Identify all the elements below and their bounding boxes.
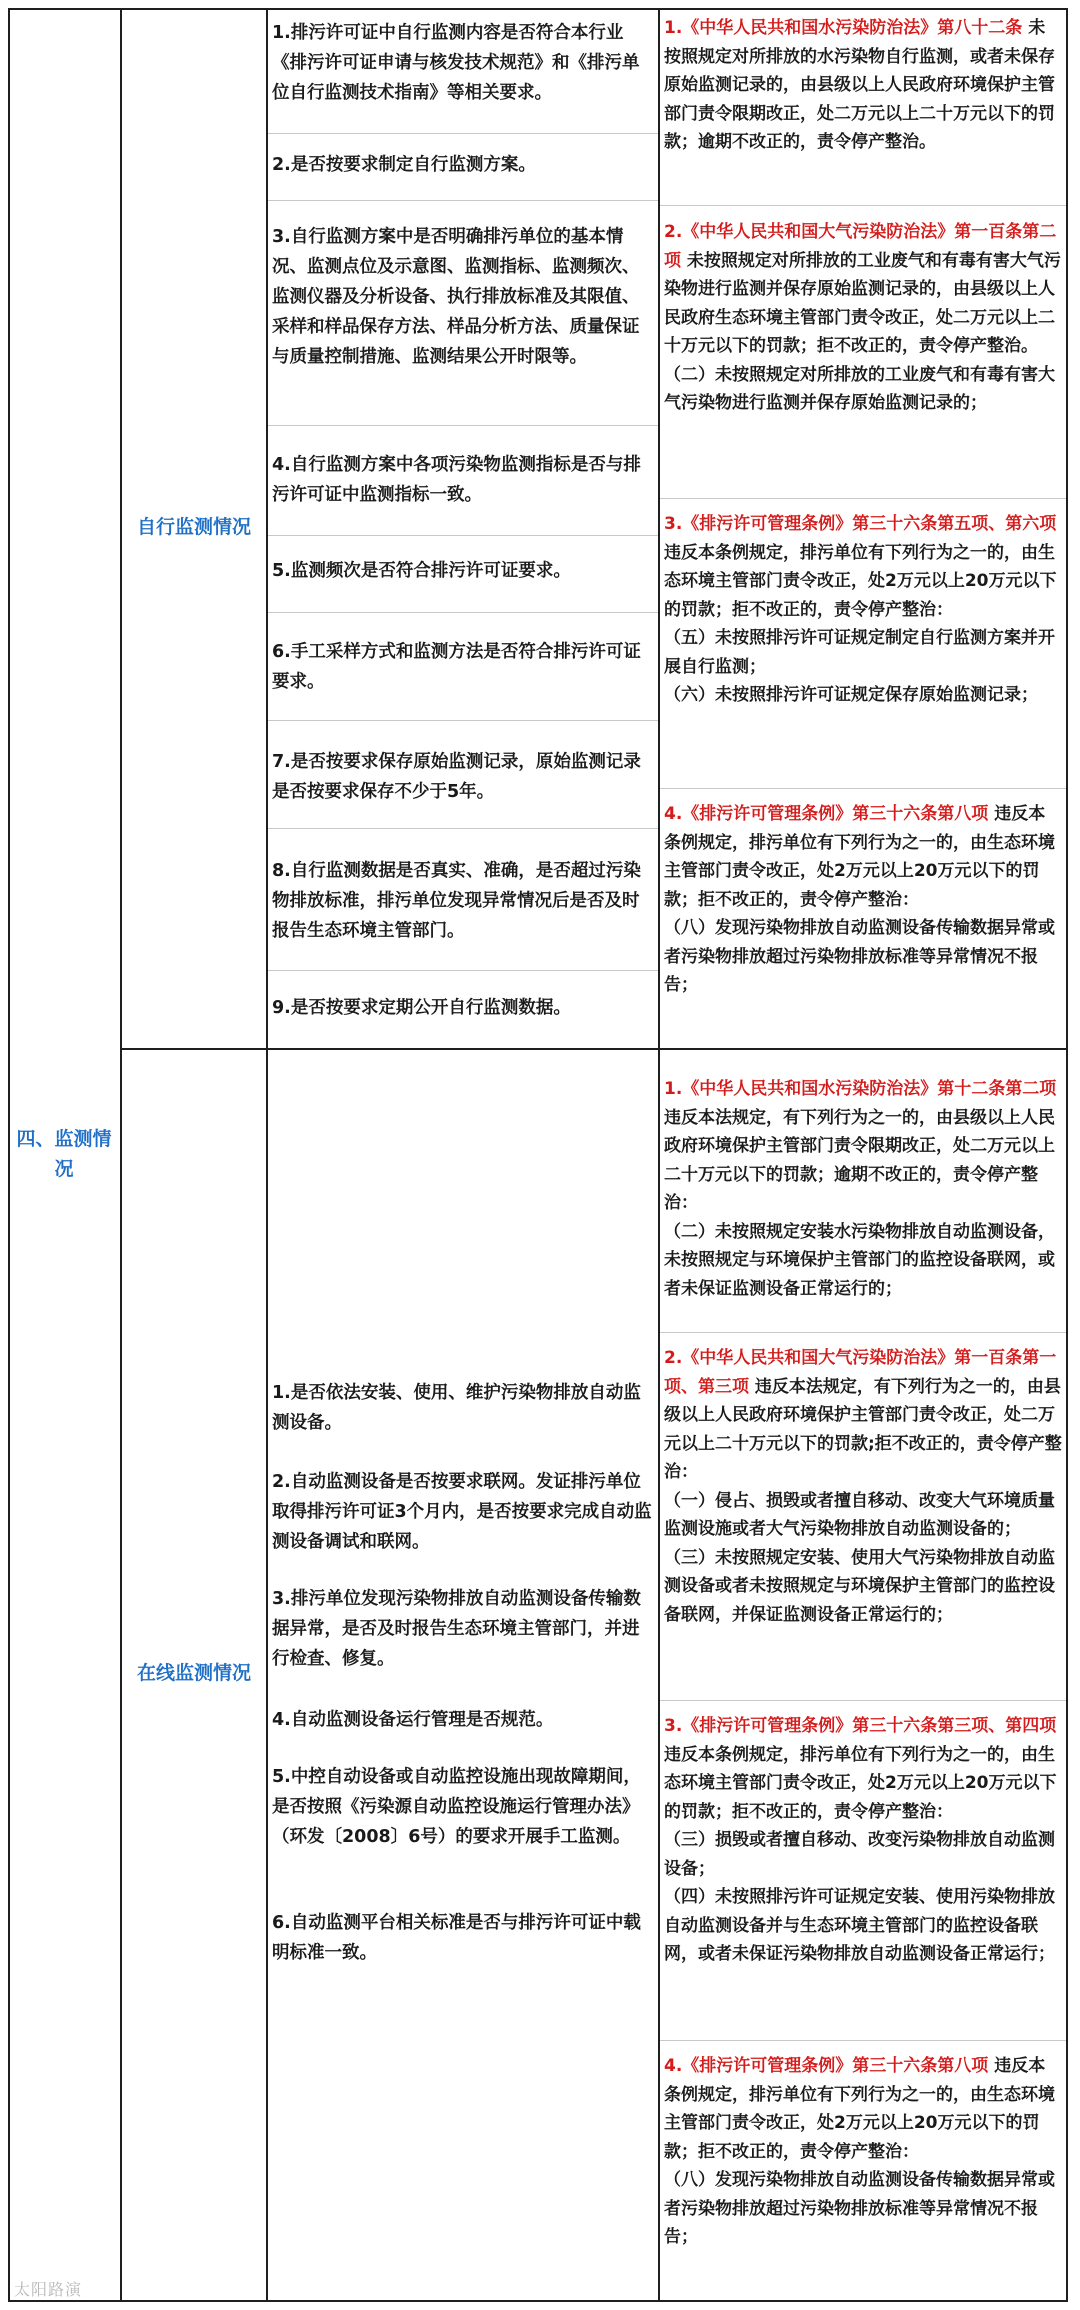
- law-clause: （三）损毁或者擅自移动、改变污染物排放自动监测设备；: [664, 1830, 1055, 1879]
- group-divider: [120, 1048, 1068, 1050]
- law-body: 未按照规定对所排放的水污染物自行监测，或者未保存原始监测记录的，由县级以上人民政府环境保护主管部门责令限期改正，处二万元以上二十万元以下的罚款；逾期不改正的，责令停产整治。: [664, 18, 1055, 152]
- legal-provision: [664, 2052, 1062, 2252]
- law-body: 违反本法规定，有下列行为之一的，由县级以上人民政府环境保护主管部门责令限期改正，处二万元以上二十万元以下的罚款；逾期不改正的，责令停产整治：: [664, 1107, 1055, 1213]
- law-clause: （五）未按照排污许可证规定制定自行监测方案并开展自行监测；: [664, 628, 1055, 677]
- legal-provision: [664, 218, 1062, 418]
- section-label: 四、监测情况: [16, 1128, 112, 1180]
- check-item: 6.手工采样方式和监测方法是否符合排污许可证要求。: [272, 642, 641, 692]
- check-item: 3.排污单位发现污染物排放自动监测设备传输数据异常，是否及时报告生态环境主管部门，并进行检查、修复。: [272, 1589, 641, 1669]
- law-body: 违反本条例规定，排污单位有下列行为之一的，由生态环境主管部门责令改正，处2万元以上20万元以下的罚款；拒不改正的，责令停产整治：: [664, 1744, 1057, 1822]
- law-separator: [660, 205, 1066, 206]
- law-clause: （八）发现污染物排放自动监测设备传输数据异常或者污染物排放超过污染物排放标准等异常情况不报告；: [664, 918, 1055, 995]
- check-item: 6.自动监测平台相关标准是否与排污许可证中载明标准一致。: [272, 1913, 641, 1963]
- law-title: 2.《中华人民共和国大气污染防治法》第一百条第一项、第三项: [664, 1348, 1057, 1397]
- law-body: 违反本条例规定，排污单位有下列行为之一的，由生态环境主管部门责令改正，处2万元以上20万元以下的罚款；拒不改正的，责令停产整治：: [664, 542, 1057, 620]
- law-clause: （八）发现污染物排放自动监测设备传输数据异常或者污染物排放超过污染物排放标准等异常情况不报告；: [664, 2170, 1055, 2247]
- watermark: 太阳路演: [14, 2280, 83, 2299]
- group-label-self-monitoring: 自行监测情况: [136, 516, 251, 538]
- column-divider: [266, 8, 268, 2302]
- law-title: 1.《中华人民共和国水污染防治法》第十二条第二项: [664, 1079, 1057, 1099]
- check-item: 2.是否按要求制定自行监测方案。: [272, 155, 536, 175]
- legal-provision: [664, 800, 1062, 1000]
- column-divider: [658, 8, 660, 2302]
- law-clause: （四）未按照排污许可证规定安装、使用污染物排放自动监测设备并与生态环境主管部门的监控设备联网，或者未保证污染物排放自动监测设备正常运行；: [664, 1887, 1055, 1964]
- law-separator: [660, 2040, 1066, 2041]
- law-separator: [660, 1332, 1066, 1333]
- legal-provision: [664, 14, 1062, 157]
- law-title: 1.《中华人民共和国水污染防治法》第八十二条: [664, 18, 1023, 38]
- item-separator: [268, 828, 658, 829]
- law-title: 3.《排污许可管理条例》第三十六条第三项、第四项: [664, 1716, 1057, 1736]
- law-body: 违反本法规定，有下列行为之一的，由县级以上人民政府环境保护主管部门责令改正，处二万元以上二十万元以下的罚款;拒不改正的，责令停产整治：: [664, 1376, 1062, 1482]
- item-separator: [268, 720, 658, 721]
- law-clause: （三）未按照规定安装、使用大气污染物排放自动监测设备或者未按照规定与环境保护主管部门的监控设备联网，并保证监测设备正常运行的；: [664, 1547, 1055, 1625]
- check-item: 1.排污许可证中自行监测内容是否符合本行业《排污许可证申请与核发技术规范》和《排污单位自行监测技术指南》等相关要求。: [272, 23, 640, 103]
- legal-provision: [664, 1712, 1062, 1969]
- law-title: 4.《排污许可管理条例》第三十六条第八项: [664, 2056, 989, 2076]
- law-separator: [660, 498, 1066, 499]
- law-clause: （二）未按照规定对所排放的工业废气和有毒有害大气污染物进行监测并保存原始监测记录的；: [664, 364, 1055, 413]
- check-item: 5.中控自动设备或自动监控设施出现故障期间，是否按照《污染源自动监控设施运行管理办法》（环发〔2008〕6号）的要求开展手工监测。: [272, 1767, 641, 1847]
- law-title: 3.《排污许可管理条例》第三十六条第五项、第六项: [664, 514, 1057, 534]
- law-clause: （二）未按照规定安装水污染物排放自动监测设备，未按照规定与环境保护主管部门的监控设备联网，或者未保证监测设备正常运行的；: [664, 1221, 1055, 1299]
- law-separator: [660, 788, 1066, 789]
- law-body: 未按照规定对所排放的工业废气和有毒有害大气污染物进行监测并保存原始监测记录的，由县级以上人民政府生态环境主管部门责令改正，处二万元以上二十万元以下的罚款；拒不改正的，责令停产整治。: [664, 250, 1061, 356]
- law-body: 违反本条例规定，排污单位有下列行为之一的，由生态环境主管部门责令改正，处2万元以上20万元以下的罚款；拒不改正的，责令停产整治：: [664, 2056, 1055, 2162]
- law-clause: （六）未按照排污许可证规定保存原始监测记录；: [664, 685, 1038, 705]
- check-item: 4.自行监测方案中各项污染物监测指标是否与排污许可证中监测指标一致。: [272, 455, 641, 505]
- check-item: 3.自行监测方案中是否明确排污单位的基本情况、监测点位及示意图、监测指标、监测频次、监测仪器及分析设备、执行排放标准及其限值、采样和样品保存方法、样品分析方法、质量保证与质量控制措施、监测结果公开时限等。: [272, 227, 640, 367]
- check-item: 9.是否按要求定期公开自行监测数据。: [272, 998, 571, 1018]
- legal-provision: [664, 1075, 1062, 1303]
- check-item: 7.是否按要求保存原始监测记录，原始监测记录是否按要求保存不少于5年。: [272, 752, 641, 802]
- check-item: 1.是否依法安装、使用、维护污染物排放自动监测设备。: [272, 1383, 641, 1433]
- legal-provision: [664, 1344, 1062, 1629]
- law-title: 4.《排污许可管理条例》第三十六条第八项: [664, 804, 989, 824]
- item-separator: [268, 612, 658, 613]
- check-item: 8.自行监测数据是否真实、准确，是否超过污染物排放标准，排污单位发现异常情况后是否及时报告生态环境主管部门。: [272, 861, 641, 941]
- legal-provision: [664, 510, 1062, 710]
- item-separator: [268, 133, 658, 134]
- column-divider: [120, 8, 122, 2302]
- check-item: 2.自动监测设备是否按要求联网。发证排污单位取得排污许可证3个月内，是否按要求完成自动监测设备调试和联网。: [272, 1472, 652, 1552]
- group-label-online-monitoring: 在线监测情况: [136, 1662, 251, 1684]
- check-item: 5.监测频次是否符合排污许可证要求。: [272, 561, 571, 581]
- law-body: 违反本条例规定，排污单位有下列行为之一的，由生态环境主管部门责令改正，处2万元以上20万元以下的罚款；拒不改正的，责令停产整治：: [664, 804, 1055, 910]
- item-separator: [268, 425, 658, 426]
- item-separator: [268, 535, 658, 536]
- law-separator: [660, 1700, 1066, 1701]
- item-separator: [268, 200, 658, 201]
- item-separator: [268, 970, 658, 971]
- law-title: 2.《中华人民共和国大气污染防治法》第一百条第二项: [664, 222, 1057, 271]
- law-clause: （一）侵占、损毁或者擅自移动、改变大气环境质量监测设施或者大气污染物排放自动监测设备的；: [664, 1490, 1055, 1539]
- check-item: 4.自动监测设备运行管理是否规范。: [272, 1710, 554, 1730]
